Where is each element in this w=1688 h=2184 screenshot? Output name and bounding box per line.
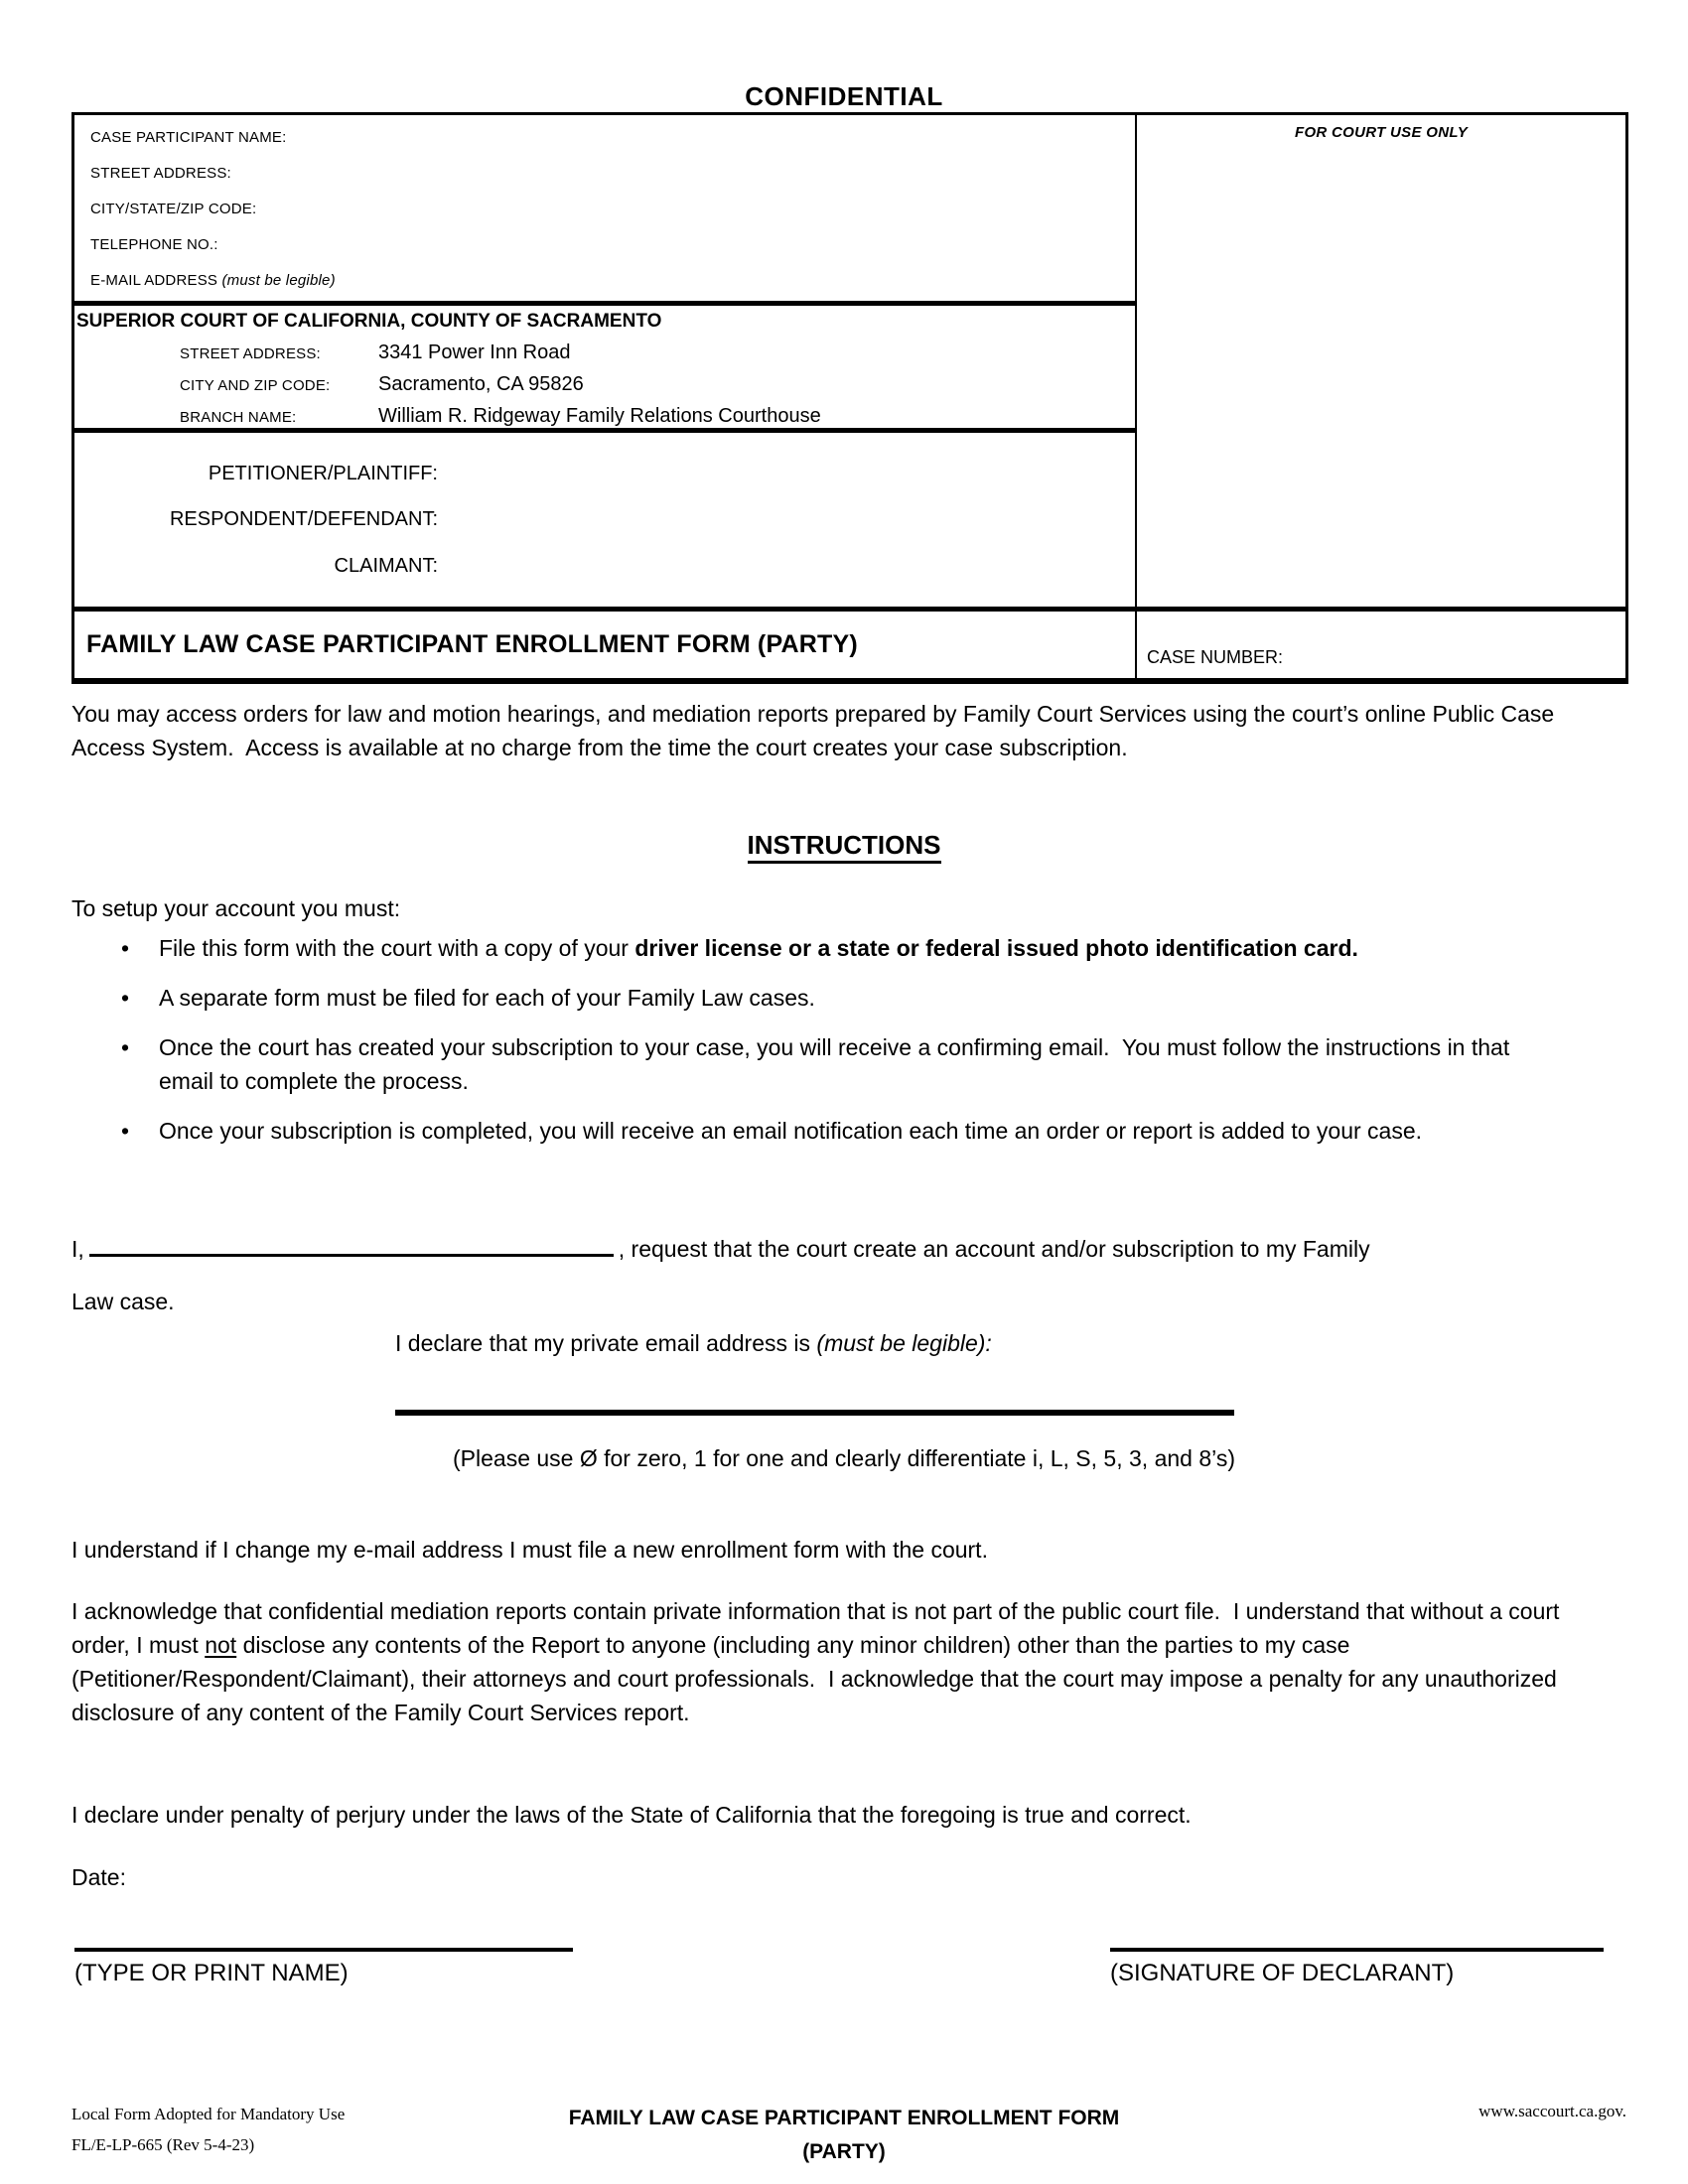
email-legible-note: (must be legible) bbox=[221, 272, 336, 289]
bullet-marker: • bbox=[121, 935, 130, 961]
request-prefix: I, bbox=[71, 1236, 84, 1262]
for-court-use-only-box bbox=[1137, 115, 1625, 607]
footer-mandatory-use: Local Form Adopted for Mandatory Use bbox=[71, 2105, 346, 2123]
instructions-lead: To setup your account you must: bbox=[71, 895, 401, 921]
claimant-label: CLAIMANT: bbox=[334, 554, 438, 577]
form-caption-table bbox=[71, 112, 1628, 684]
footer-website: www.saccourt.ca.gov. bbox=[1478, 2102, 1626, 2120]
print-name-line[interactable] bbox=[74, 1948, 573, 1952]
bullet-text-plain: File this form with the court with a copy of your bbox=[159, 935, 635, 961]
bullet-text-bold: driver license or a state or federal issued photo identification card. bbox=[634, 935, 1358, 961]
case-number-label: CASE NUMBER: bbox=[1147, 647, 1284, 667]
bullet-text-plain: Once your subscription is completed, you will receive an email notification each time an order or report is added to your case. bbox=[159, 1118, 1423, 1144]
signature-line[interactable] bbox=[1110, 1948, 1604, 1952]
instructions-heading-text: INSTRUCTIONS bbox=[748, 830, 941, 864]
footer-title bbox=[0, 2102, 1688, 2169]
court-branch-row bbox=[74, 405, 1135, 428]
participant-city-state-zip-label: CITY/STATE/ZIP CODE: bbox=[90, 201, 257, 217]
email-label-text: E-MAIL ADDRESS bbox=[90, 272, 222, 289]
signature-declarant-label: (SIGNATURE OF DECLARANT) bbox=[1110, 1960, 1455, 1986]
bullet-text bbox=[159, 1114, 1561, 1148]
date-label: Date: bbox=[71, 1864, 126, 1890]
participant-email-label bbox=[90, 272, 1135, 289]
court-street-row bbox=[74, 341, 1135, 364]
email-declare-plain: I declare that my private email address is bbox=[395, 1330, 817, 1356]
court-branch-label: BRANCH NAME: bbox=[180, 409, 297, 426]
caption-right-column bbox=[1137, 115, 1625, 678]
footer-title-line1: FAMILY LAW CASE PARTICIPANT ENROLLMENT FORM bbox=[568, 2107, 1120, 2129]
print-name-label: (TYPE OR PRINT NAME) bbox=[74, 1960, 349, 1986]
acknowledgment-paragraph bbox=[71, 1594, 1596, 1729]
email-address-blank-line[interactable] bbox=[395, 1410, 1234, 1416]
court-city-zip-row bbox=[74, 373, 1135, 396]
participant-telephone-label: TELEPHONE NO.: bbox=[90, 236, 218, 253]
request-continuation: Law case. bbox=[71, 1289, 175, 1314]
perjury-statement: I declare under penalty of perjury under the laws of the State of California that the foregoing is true and correct. bbox=[71, 1802, 1192, 1828]
form-title: FAMILY LAW CASE PARTICIPANT ENROLLMENT FORM (PARTY) bbox=[74, 607, 1135, 678]
for-court-use-only-label: FOR COURT USE ONLY bbox=[1294, 124, 1469, 141]
footer-form-number: FL/E-LP-665 (Rev 5-4-23) bbox=[71, 2135, 255, 2154]
intro-paragraph: You may access orders for law and motion hearings, and mediation reports prepared by Family Court Services using the court’s online Public Case Access System. Access is available at no charge from the time the court creates your case subscription. bbox=[71, 701, 1560, 760]
participant-info-box bbox=[74, 115, 1135, 306]
acknowledgment-part1: I acknowledge that confidential mediation reports contain private information that is not part of the public court file. I understand that without a court order, I must bbox=[71, 1598, 1566, 1658]
confidential-banner: CONFIDENTIAL bbox=[745, 81, 943, 111]
bullet-marker: • bbox=[121, 1118, 130, 1144]
bullet-item bbox=[121, 981, 1561, 1015]
court-info-box bbox=[74, 306, 1135, 433]
instructions-bullet-list bbox=[121, 931, 1561, 1163]
email-declare-legible-note: (must be legible): bbox=[816, 1330, 992, 1356]
bullet-marker: • bbox=[121, 1034, 130, 1060]
bullet-text-plain: Once the court has created your subscription to your case, you will receive a confirming email. You must follow the instructions in that email to complete the process. bbox=[159, 1034, 1516, 1094]
acknowledgment-part2: disclose any contents of the Report to anyone (including any minor children) other than the parties to my case (Petitioner/Respondent/Claimant), their attorneys and court professionals. I acknowledge that the court may impose a penalty for any unauthorized disclosure of any content of the Family Court Services report. bbox=[71, 1632, 1564, 1725]
bullet-item bbox=[121, 1030, 1561, 1098]
case-participant-name-label: CASE PARTICIPANT NAME: bbox=[90, 129, 287, 146]
bullet-text bbox=[159, 1030, 1561, 1098]
request-sentence bbox=[71, 1232, 1620, 1266]
not-underlined: not bbox=[205, 1632, 237, 1658]
participant-street-address-label: STREET ADDRESS: bbox=[90, 165, 231, 182]
change-email-statement: I understand if I change my e-mail address I must file a new enrollment form with the court. bbox=[71, 1537, 988, 1563]
court-city-zip-value: Sacramento, CA 95826 bbox=[378, 373, 584, 395]
parties-box bbox=[74, 433, 1135, 607]
declarant-name-blank-line[interactable] bbox=[89, 1254, 614, 1257]
email-declare-line bbox=[395, 1330, 992, 1357]
footer-title-line2: (PARTY) bbox=[802, 2140, 886, 2163]
bullet-marker: • bbox=[121, 985, 130, 1011]
bullet-text-plain: A separate form must be filed for each of your Family Law cases. bbox=[159, 985, 815, 1011]
court-branch-value: William R. Ridgeway Family Relations Courthouse bbox=[378, 405, 821, 427]
bullet-item bbox=[121, 931, 1561, 965]
instructions-heading bbox=[0, 830, 1688, 861]
bullet-item bbox=[121, 1114, 1561, 1148]
court-name: SUPERIOR COURT OF CALIFORNIA, COUNTY OF SACRAMENTO bbox=[76, 311, 662, 332]
case-number-box bbox=[1137, 607, 1625, 678]
caption-left-column bbox=[74, 115, 1137, 678]
email-format-note: (Please use Ø for zero, 1 for one and clearly differentiate i, L, S, 5, 3, and 8’s) bbox=[453, 1445, 1235, 1471]
request-suffix: , request that the court create an account and/or subscription to my Family bbox=[618, 1236, 1370, 1262]
court-street-value: 3341 Power Inn Road bbox=[378, 341, 571, 363]
bullet-text bbox=[159, 931, 1561, 965]
petitioner-plaintiff-label: PETITIONER/PLAINTIFF: bbox=[208, 462, 438, 484]
court-street-label: STREET ADDRESS: bbox=[180, 345, 321, 362]
bullet-text bbox=[159, 981, 1561, 1015]
court-city-zip-label: CITY AND ZIP CODE: bbox=[180, 377, 331, 394]
respondent-defendant-label: RESPONDENT/DEFENDANT: bbox=[169, 508, 438, 530]
